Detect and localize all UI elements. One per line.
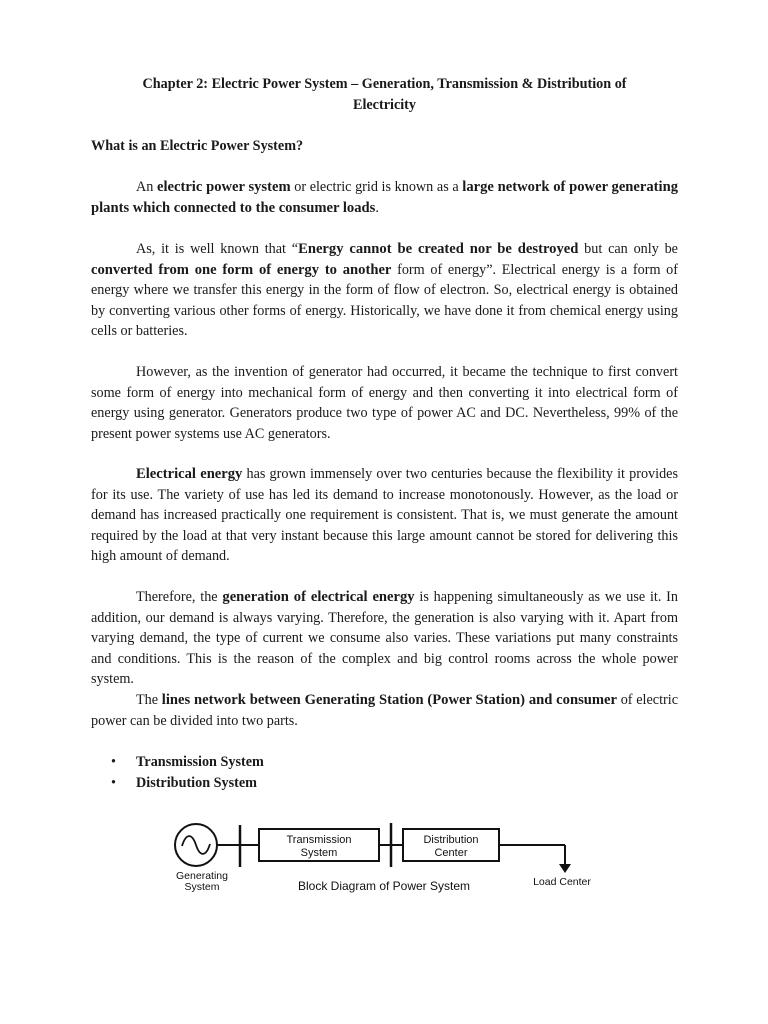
distribution-label-2: Center: [434, 847, 468, 859]
distribution-label-1: Distribution: [423, 834, 479, 846]
chapter-title: [91, 74, 678, 116]
list-item-distribution: • Distribution System: [91, 773, 264, 794]
paragraph-energy-conservation: As, it is well known that “Energy cannot be created nor be destroyed but can only be converted from one form of energy to another form of energy”. Electrical energy is a form of energy where we transfer this energy in the form of flow of electron. So, electrical energy is obtained by converting various other forms of energy. Historically, we have done it from chemical energy using cells or batteries.: [91, 241, 678, 340]
generating-label-1: Generating: [176, 870, 228, 882]
paragraph-definition: An electric power system or electric grid is known as a large network of power generating plants which connected to the consumer loads.: [91, 179, 678, 216]
chapter-title-line1: Chapter 2: Electric Power System – Generation, Transmission & Distribution of: [142, 76, 627, 92]
system-parts-list: [91, 752, 264, 793]
power-system-block-diagram: [165, 815, 605, 900]
diagram-caption: Block Diagram of Power System: [297, 879, 471, 893]
transmission-label-2: System: [300, 847, 338, 859]
chapter-title-line2: Electricity: [352, 97, 417, 113]
list-item-transmission: • Transmission System: [91, 752, 264, 773]
paragraph-electrical-energy: Electrical energy has grown immensely over two centuries because the flexibility it provides for its use. The variety of use has led its demand to increase monotonously. However, as the load or demand has increased practically one requirement is consistent. That is, we must generate the amount required by the load at that very instant because this large amount cannot be stored for delivering this high amount of demand.: [91, 466, 678, 565]
paragraph-generator: However, as the invention of generator had occurred, it became the technique to first convert some form of energy into mechanical form of energy and then converting it into electrical form of energy using generator. Generators produce two type of power AC and DC. Nevertheless, 99% of the present power systems use AC generators.: [91, 364, 678, 442]
load-arrow-icon: [559, 864, 571, 873]
generating-label-2: System: [184, 881, 220, 893]
transmission-label-1: Transmission: [286, 834, 352, 846]
paragraph-generation: Therefore, the generation of electrical energy is happening simultaneously as we use it. In addition, our demand is always varying. Therefore, the generation is also varying with it. Apart from varying demand, the type of current we consume also varies. These variations put many constraints and conditions. This is the reason of the complex and big control rooms across the whole power system.: [91, 589, 678, 688]
ac-wave-icon: [182, 836, 210, 854]
section-heading: What is an Electric Power System?: [91, 138, 304, 154]
paragraph-lines-network: The lines network between Generating Station (Power Station) and consumer of electric power can be divided into two parts.: [91, 692, 678, 729]
load-center-label: Load Center: [533, 876, 591, 888]
